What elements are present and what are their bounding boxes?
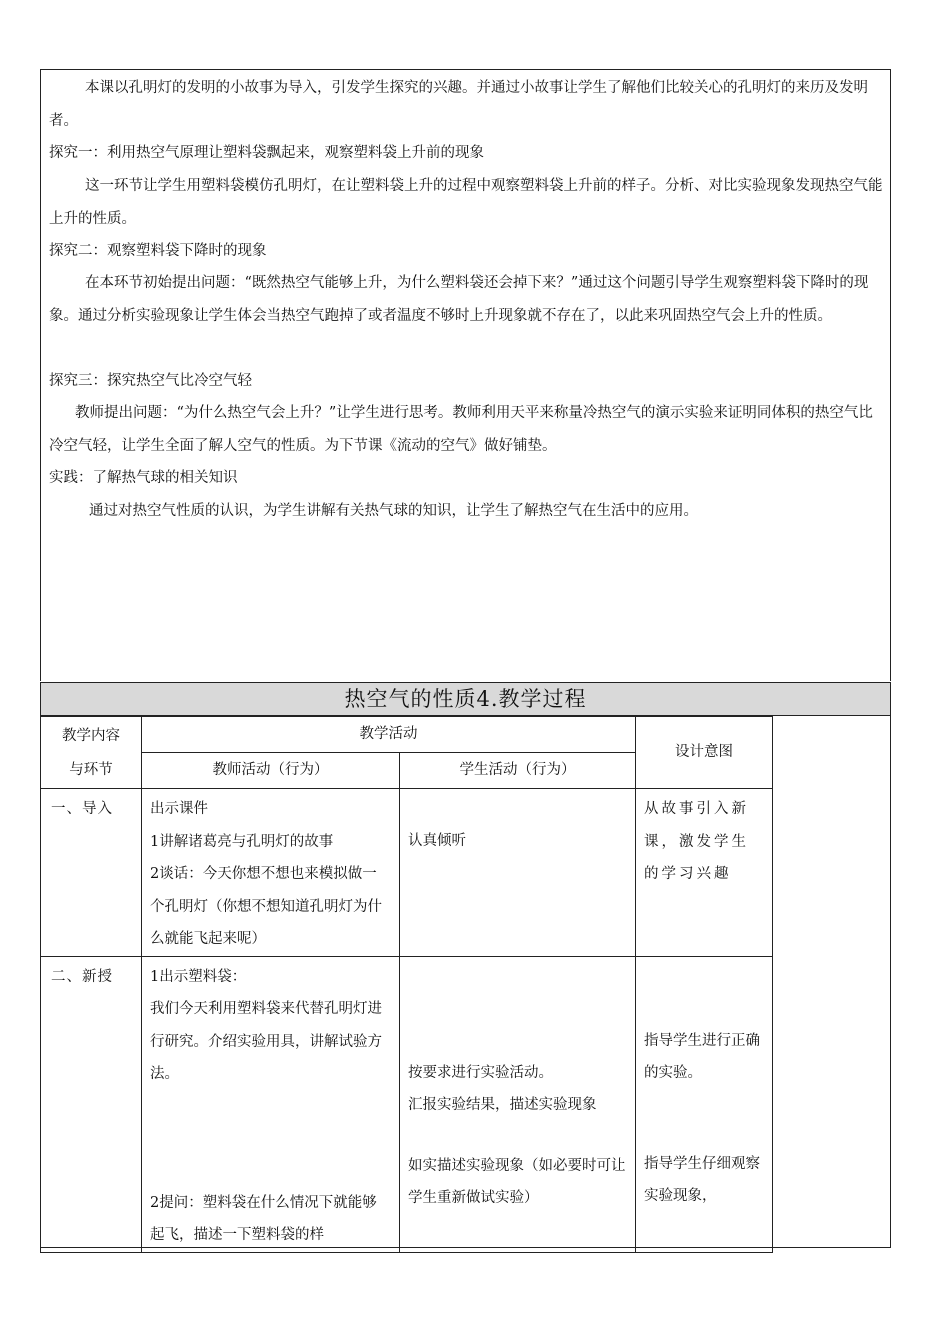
student-activity-line: 如实描述实验现象（如必要时可让学生重新做试实验） [408, 1157, 626, 1206]
stage-new-lesson: 二、新授 [41, 956, 142, 1252]
header-design-intent: 设计意图 [636, 717, 773, 789]
teacher-activity-line: 出示课件 [150, 801, 208, 817]
student-activity-line: 认真倾听 [408, 833, 466, 849]
student-activity-cell [400, 956, 636, 1252]
teacher-activity-line: 1讲解诸葛亮与孔明灯的故事 [150, 833, 334, 850]
outer-bottom-border [40, 1247, 891, 1248]
student-activity-cell [400, 789, 636, 957]
design-intent-cell [636, 956, 773, 1252]
design-intent-line: 指导学生进行正确的实验。 [644, 1032, 760, 1081]
inquiry-one-paragraph: 这一环节让学生用塑料袋模仿孔明灯，在让塑料袋上升的过程中观察塑料袋上升前的样子。分析、对比实验现象发现热空气能上升的性质。 [49, 178, 883, 227]
student-activity-line: 按要求进行实验活动。 [408, 1064, 553, 1081]
inquiry-two-paragraph: 在本环节初始提出问题：“既然热空气能够上升，为什么塑料袋还会掉下来？”通过这个问题引导学生观察塑料袋下降时的现象。通过分析实验现象让学生体会当热空气跑掉了或者温度不够时上升现象就不存在了，以此来巩固热空气会上升的性质。 [49, 275, 869, 324]
inquiry-two-heading: 探究二：观察塑料袋下降时的现象 [49, 243, 267, 259]
teacher-activity-cell [142, 789, 400, 957]
design-intent-line: 指导学生仔细观察实验现象， [644, 1155, 760, 1204]
teacher-activity-cell [142, 956, 400, 1252]
table-row [41, 789, 773, 957]
teaching-process-table [40, 716, 773, 1253]
table-row [41, 956, 773, 1252]
section-title: 热空气的性质4.教学过程 [40, 682, 891, 716]
teacher-activity-line: 1出示塑料袋： [150, 968, 247, 985]
inquiry-three-paragraph: 教师提出问题：“为什么热空气会上升？”让学生进行思考。教师利用天平来称量冷热空气的演示实验来证明同体积的热空气比冷空气轻，让学生全面了解人空气的性质。为下节课《流动的空气》做好铺垫。 [49, 405, 873, 454]
design-intent-cell: 从故事引入新课，激发学生的学习兴趣 [636, 789, 773, 957]
header-teacher-activity: 教师活动（行为） [142, 753, 400, 789]
inquiry-one-heading: 探究一：利用热空气原理让塑料袋飘起来，观察塑料袋上升前的现象 [49, 145, 484, 161]
teacher-activity-line: 2提问：塑料袋在什么情况下就能够起飞，描述一下塑料袋的样 [150, 1194, 377, 1243]
stage-intro: 一、导入 [41, 789, 142, 957]
header-content-stage [41, 717, 142, 789]
practice-heading: 实践：了解热气球的相关知识 [49, 470, 238, 486]
inquiry-three-heading: 探究三：探究热空气比冷空气轻 [49, 373, 252, 389]
header-student-activity: 学生活动（行为） [400, 753, 636, 789]
outer-right-border [890, 716, 891, 1248]
teacher-activity-line: 我们今天利用塑料袋来代替孔明灯进行研究。介绍实验用具，讲解试验方法。 [150, 1001, 382, 1082]
intro-paragraph: 本课以孔明灯的发明的小故事为导入，引发学生探究的兴趣。并通过小故事让学生了解他们比较关心的孔明灯的来历及发明者。 [49, 80, 868, 129]
header-teaching-activity: 教学活动 [142, 717, 636, 753]
header-content-stage-label: 教学内容与环节 [62, 727, 120, 778]
practice-paragraph: 通过对热空气性质的认识，为学生讲解有关热气球的知识，让学生了解热空气在生活中的应用。 [89, 503, 698, 519]
student-activity-line: 汇报实验结果，描述实验现象 [408, 1097, 597, 1113]
teacher-activity-line: 2谈话：今天你想不想也来模拟做一个孔明灯（你想不想知道孔明灯为什么就能飞起来呢） [150, 866, 382, 947]
